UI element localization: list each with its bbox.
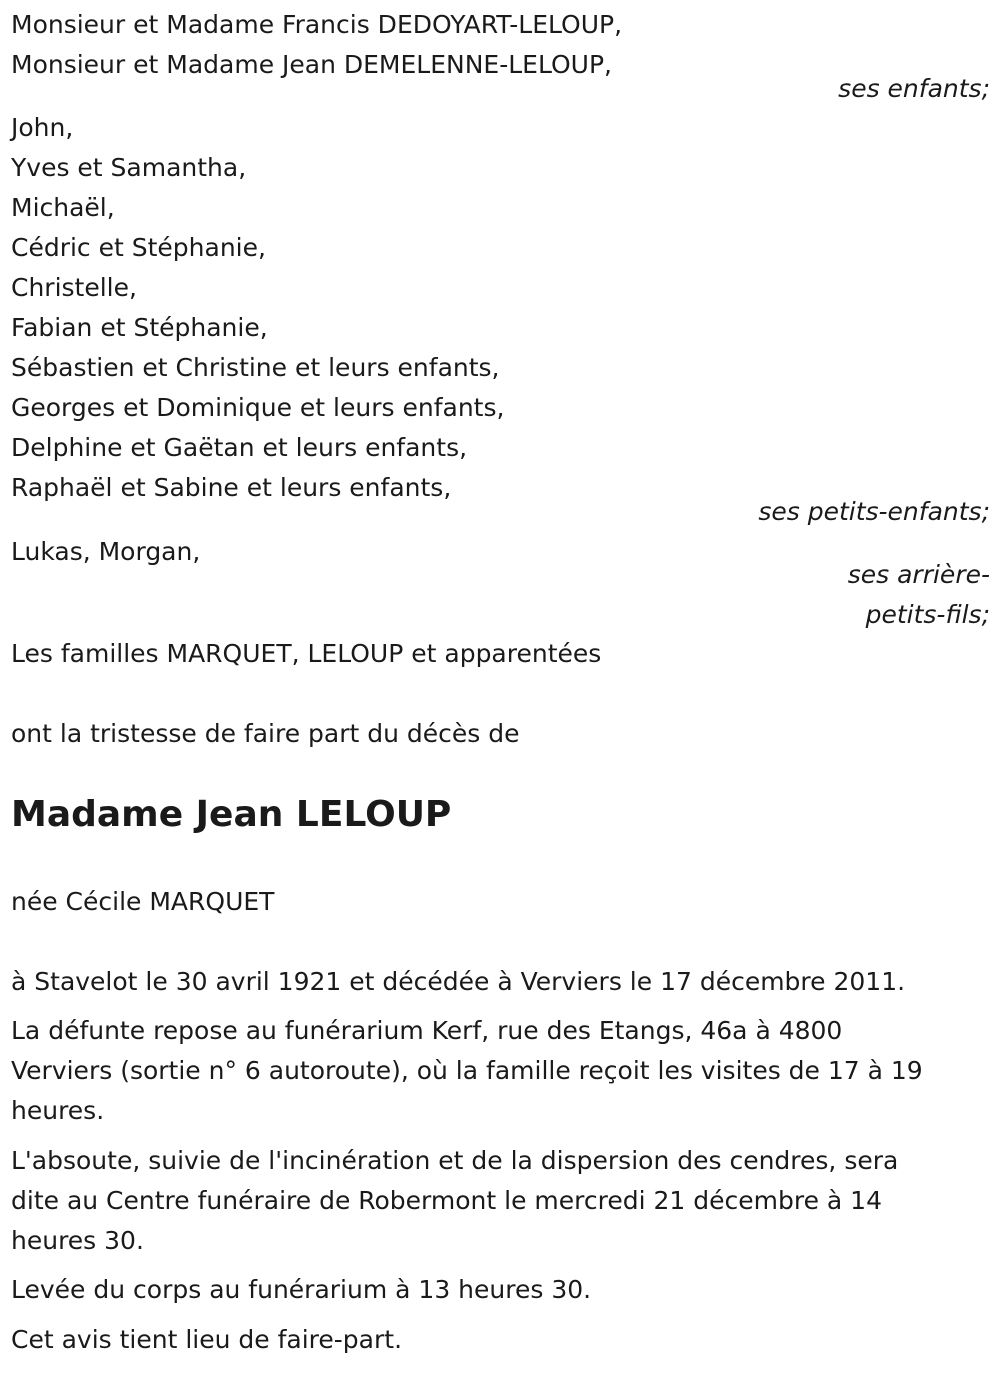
announcement-line: ont la tristesse de faire part du décès de: [11, 719, 520, 748]
grandchild-line: Fabian et Stéphanie,: [11, 313, 268, 342]
ceremony-line: L'absoute, suivie de l'incinération et de la dispersion des cendres, sera: [11, 1146, 899, 1175]
grandchild-line: Delphine et Gaëtan et leurs enfants,: [11, 433, 468, 462]
deceased-name: Madame Jean LELOUP: [11, 794, 452, 835]
dates-line: à Stavelot le 30 avril 1921 et décédée à Verviers le 17 décembre 2011.: [11, 967, 906, 996]
grandchild-line: Georges et Dominique et leurs enfants,: [11, 393, 505, 422]
grandchild-line: Raphaël et Sabine et leurs enfants,: [11, 473, 452, 502]
great-grandchildren-line: Lukas, Morgan,: [11, 537, 201, 566]
funerarium-line: La défunte repose au funérarium Kerf, rue des Etangs, 46a à 4800: [11, 1016, 843, 1045]
levee-line: Levée du corps au funérarium à 13 heures 30.: [11, 1275, 592, 1304]
child-line: Monsieur et Madame Francis DEDOYART-LELOUP,: [11, 10, 623, 39]
great-grandchildren-label: ses arrière-: [847, 560, 990, 589]
great-grandchildren-label: petits-fils;: [865, 600, 990, 629]
grandchild-line: Christelle,: [11, 273, 137, 302]
funerarium-line: Verviers (sortie n° 6 autoroute), où la famille reçoit les visites de 17 à 19: [11, 1056, 923, 1085]
ceremony-line: heures 30.: [11, 1226, 144, 1255]
grandchild-line: Sébastien et Christine et leurs enfants,: [11, 353, 500, 382]
closing-line: Cet avis tient lieu de faire-part.: [11, 1325, 403, 1354]
grandchildren-label: ses petits-enfants;: [758, 497, 990, 526]
funerarium-line: heures.: [11, 1096, 105, 1125]
ceremony-line: dite au Centre funéraire de Robermont le mercredi 21 décembre à 14: [11, 1186, 882, 1215]
child-line: Monsieur et Madame Jean DEMELENNE-LELOUP,: [11, 50, 613, 79]
grandchild-line: Yves et Samantha,: [11, 153, 247, 182]
grandchild-line: Michaël,: [11, 193, 115, 222]
families-line: Les familles MARQUET, LELOUP et apparentées: [11, 639, 602, 668]
grandchild-line: John,: [11, 113, 74, 142]
grandchild-line: Cédric et Stéphanie,: [11, 233, 266, 262]
maiden-name-line: née Cécile MARQUET: [11, 887, 275, 916]
children-label: ses enfants;: [838, 74, 990, 103]
